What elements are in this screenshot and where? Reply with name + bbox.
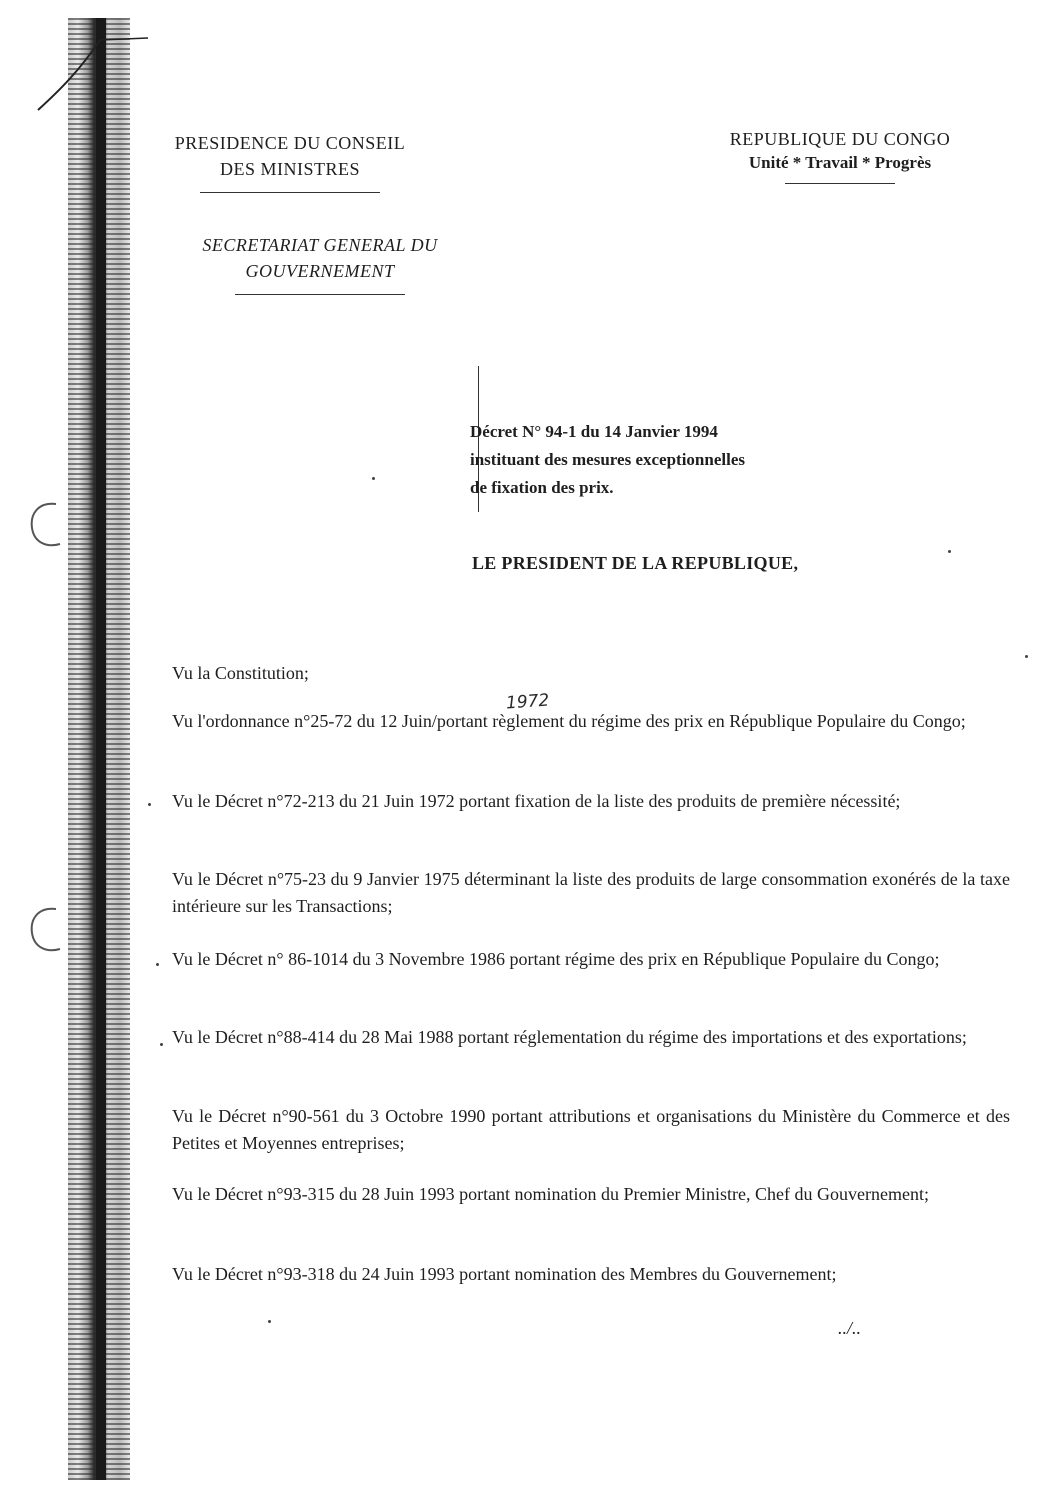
- punch-hole-icon: [26, 500, 68, 550]
- visa-paragraph: [172, 1261, 1010, 1288]
- visa-text: Vu le Décret n°90-561 du 3 Octobre 1990 portant attributions et organisations du Ministère du Commerce et des Petites et Moyennes entreprises;: [172, 1106, 1010, 1153]
- visa-text: Vu le Décret n°88-414 du 28 Mai 1988 portant réglementation du régime des importations et des exportations;: [172, 1027, 967, 1047]
- scan-speck: [948, 550, 951, 553]
- visa-paragraph: [172, 1103, 1010, 1157]
- visa-text: Vu le Décret n°75-23 du 9 Janvier 1975 déterminant la liste des produits de large consommation exonérés de la taxe intérieure sur les Transactions;: [172, 869, 1010, 916]
- scan-speck: [268, 1320, 271, 1323]
- issuing-authority: [160, 130, 420, 193]
- secretariat-line-2: GOUVERNEMENT: [245, 261, 395, 281]
- national-motto: Unité * Travail * Progrès: [748, 153, 932, 172]
- decree-title-line-2: instituant des mesures exceptionnelles: [470, 450, 745, 469]
- visa-paragraph: [172, 1024, 1010, 1051]
- decree-title: [470, 418, 890, 502]
- visa-text: Vu le Décret n° 86-1014 du 3 Novembre 1986 portant régime des prix en République Populaire du Congo;: [172, 949, 940, 969]
- visa-text: Vu le Décret n°72-213 du 21 Juin 1972 portant fixation de la liste des produits de première nécessité;: [172, 791, 901, 811]
- visa-text: Vu l'ordonnance n°25-72 du 12 Juin/portant règlement du régime des prix en République Populaire du Congo;: [172, 711, 966, 731]
- authority-line-2: DES MINISTRES: [219, 159, 360, 179]
- visa-paragraph: [172, 708, 1010, 735]
- scan-speck: [148, 803, 151, 806]
- secretariat-line-1: SECRETARIAT GENERAL DU: [202, 235, 438, 255]
- scan-speck: [156, 963, 159, 966]
- scan-speck: [1025, 655, 1028, 658]
- republic-header: [695, 127, 985, 184]
- binding-edge: [96, 18, 106, 1480]
- decree-title-line-1: Décret N° 94-1 du 14 Janvier 1994: [470, 422, 718, 441]
- decree-title-line-3: de fixation des prix.: [470, 478, 614, 497]
- president-heading: LE PRESIDENT DE LA REPUBLIQUE,: [472, 553, 799, 573]
- punch-hole-icon: [26, 905, 68, 955]
- visa-text: Vu le Décret n°93-315 du 28 Juin 1993 portant nomination du Premier Ministre, Chef du Gouvernement;: [172, 1184, 929, 1204]
- visa-paragraph: [172, 946, 1010, 973]
- header-divider: [235, 294, 405, 295]
- visa-paragraph: [172, 660, 1010, 687]
- secretariat-header: [160, 232, 480, 295]
- authority-line-1: PRESIDENCE DU CONSEIL: [174, 133, 406, 153]
- country-name: REPUBLIQUE DU CONGO: [729, 129, 951, 149]
- visa-paragraph: [172, 866, 1010, 920]
- visa-text: Vu le Décret n°93-318 du 24 Juin 1993 portant nomination des Membres du Gouvernement;: [172, 1264, 837, 1284]
- handwritten-annotation: 1972: [505, 690, 550, 714]
- scan-speck: [160, 1043, 163, 1046]
- visa-text: Vu la Constitution;: [172, 663, 309, 683]
- visa-paragraph: [172, 1181, 1010, 1208]
- header-divider: [200, 192, 380, 193]
- header-divider: [785, 183, 895, 184]
- visa-paragraph: [172, 788, 1010, 815]
- scan-speck: [372, 477, 375, 480]
- continuation-mark: ../..: [838, 1318, 862, 1338]
- corner-pen-mark: [30, 20, 150, 130]
